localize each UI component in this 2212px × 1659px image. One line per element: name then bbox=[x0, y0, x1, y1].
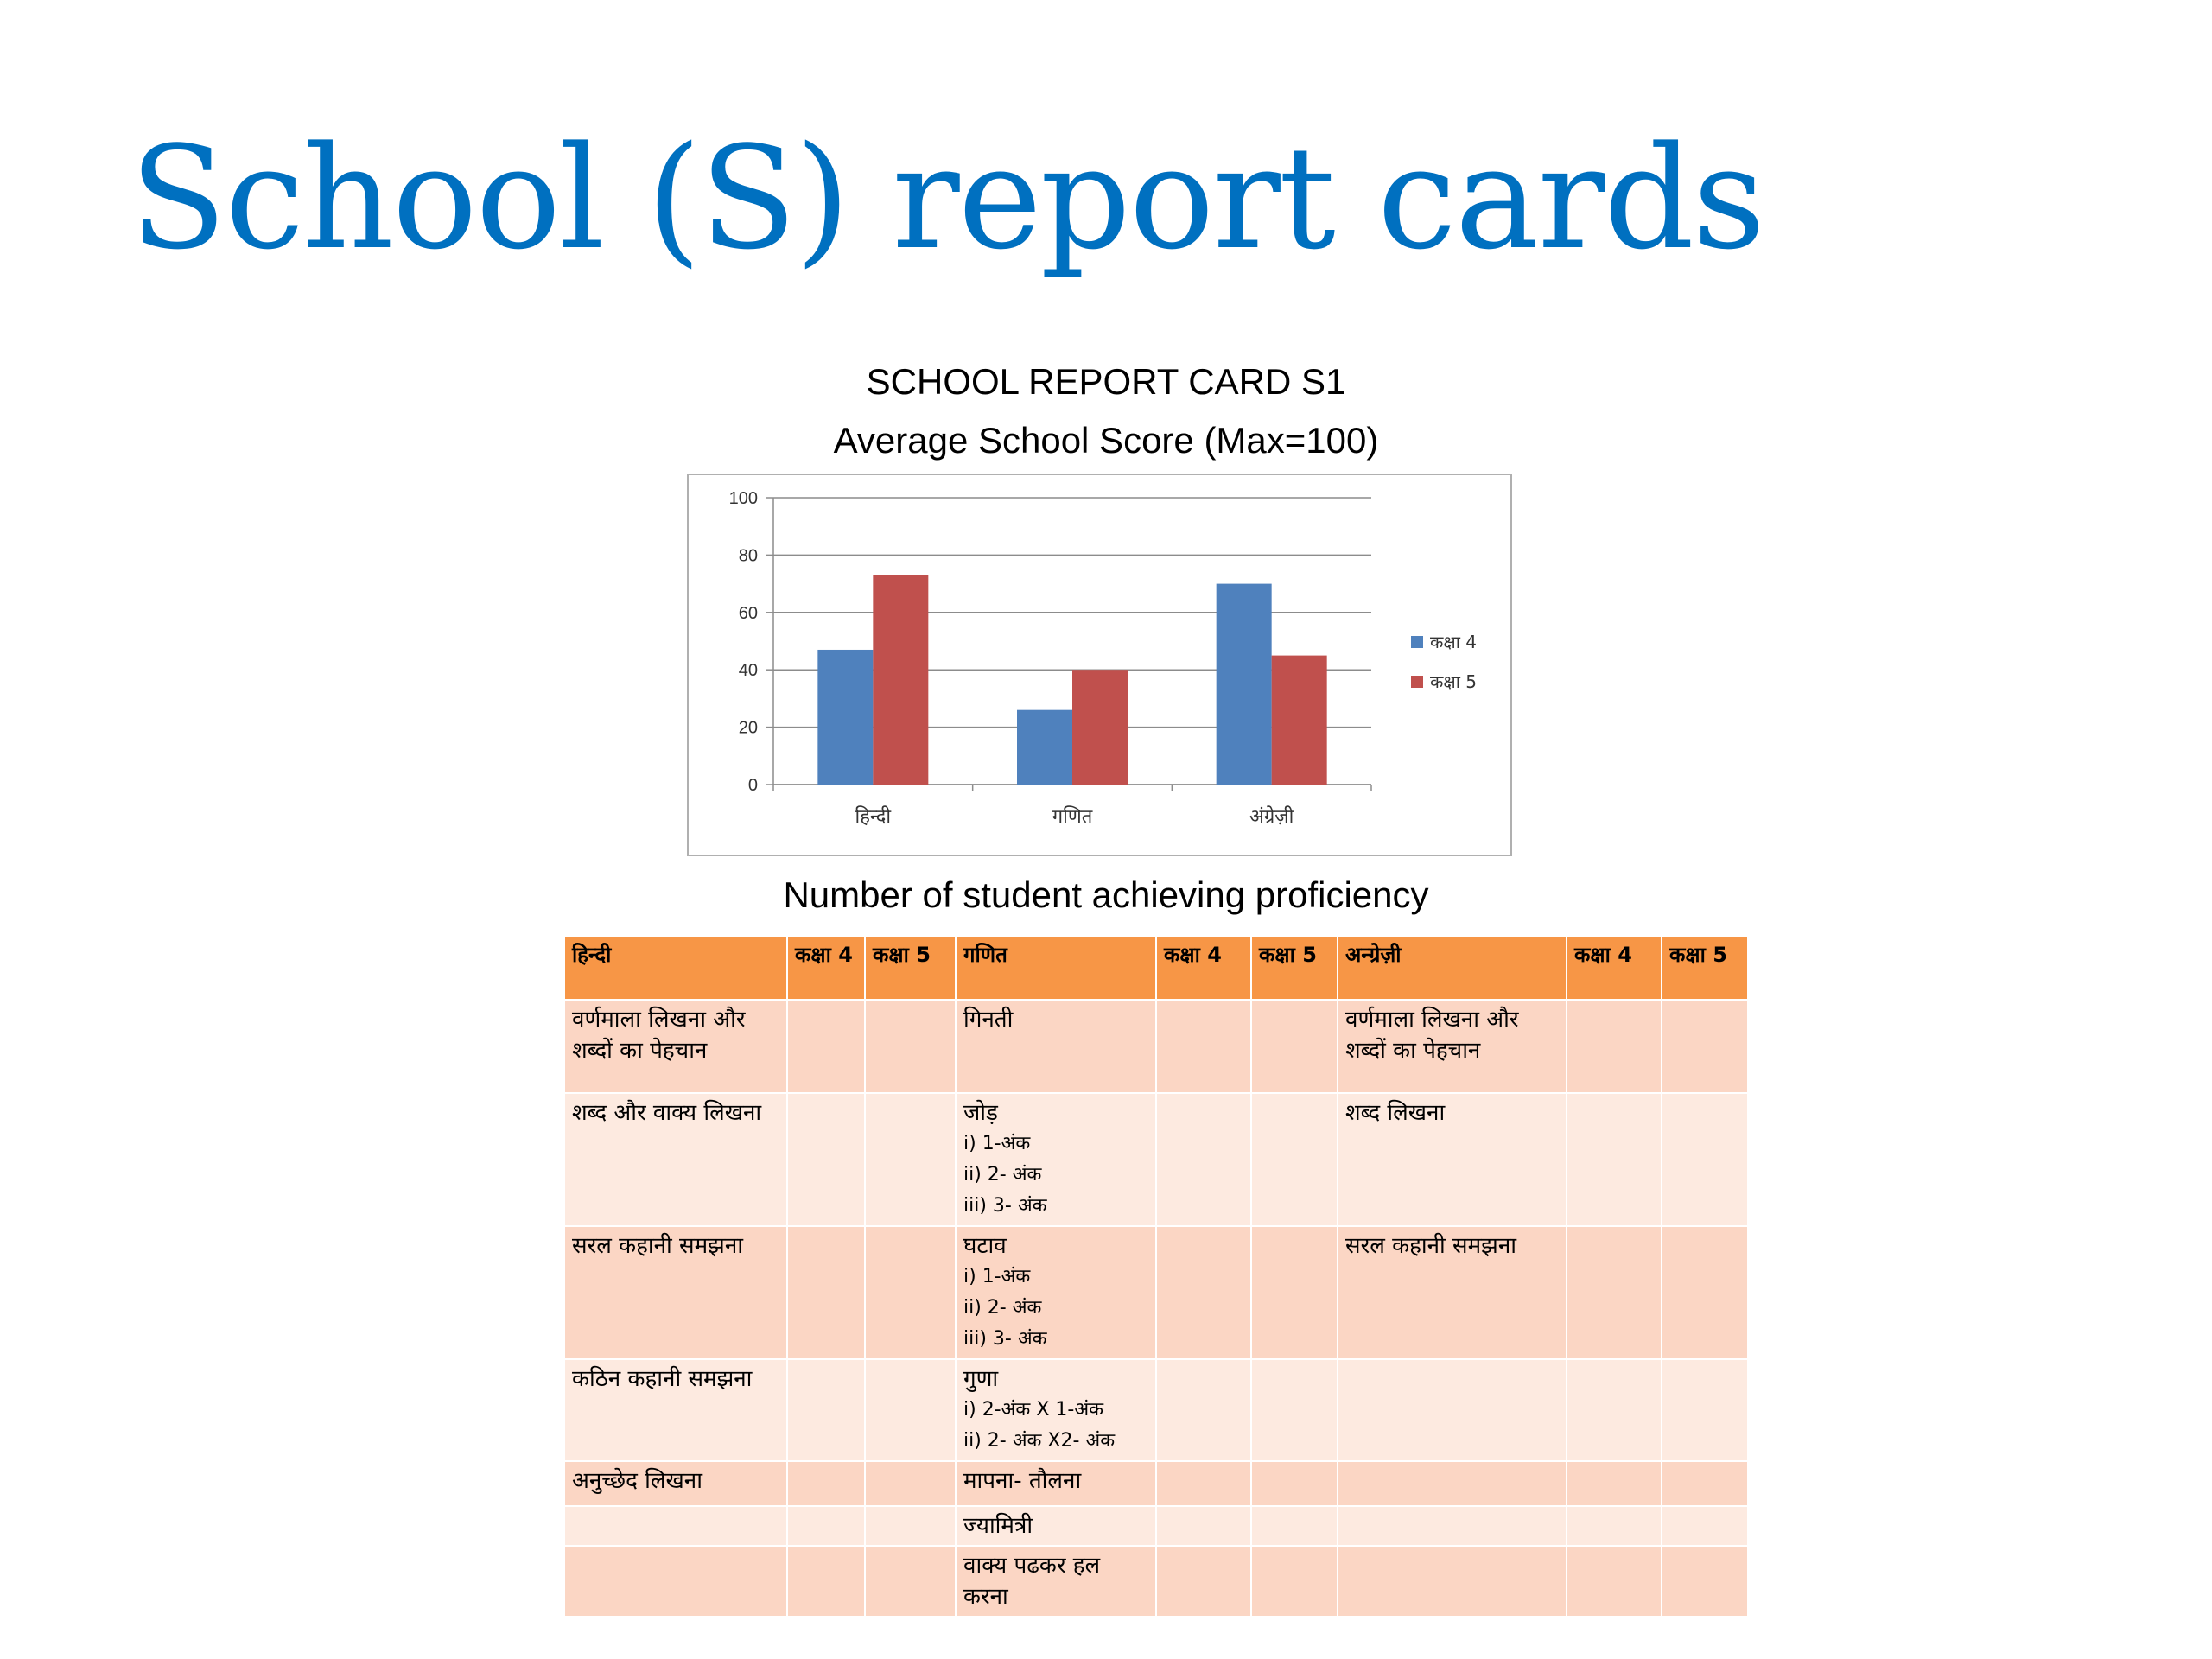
score-cell bbox=[1156, 1359, 1251, 1461]
cell-text: वर्णमाला लिखना और शब्दों का पेहचान bbox=[1345, 1007, 1519, 1064]
score-cell bbox=[1567, 1359, 1662, 1461]
bar bbox=[1217, 584, 1272, 785]
legend-swatch bbox=[1411, 636, 1423, 648]
score-cell bbox=[1156, 1226, 1251, 1359]
score-cell bbox=[1567, 1000, 1662, 1093]
slide-title: School (S) report cards bbox=[130, 116, 1764, 281]
cell-subitem: ii) 2- अंक bbox=[963, 1297, 1042, 1319]
english-skill-cell bbox=[1338, 1461, 1567, 1506]
cell-subitem: i) 1-अंक bbox=[963, 1266, 1031, 1287]
bar bbox=[873, 575, 928, 785]
table-row bbox=[564, 1000, 1748, 1093]
y-tick-label: 0 bbox=[747, 776, 758, 795]
legend-label: कक्षा 5 bbox=[1430, 671, 1477, 692]
math-skill-cell bbox=[956, 1461, 1156, 1506]
x-tick-label: अंग्रेज़ी bbox=[1249, 806, 1294, 828]
score-cell bbox=[1251, 1000, 1338, 1093]
math-skill-cell bbox=[956, 1093, 1156, 1226]
score-cell bbox=[1662, 1093, 1748, 1226]
table-title: Number of student achieving proficiency bbox=[783, 874, 1429, 915]
table-row bbox=[564, 1546, 1748, 1617]
cell-text: शब्द लिखना bbox=[1345, 1100, 1446, 1126]
header-cell: कक्षा 4 bbox=[787, 936, 865, 1000]
header-cell: कक्षा 4 bbox=[1156, 936, 1251, 1000]
score-cell bbox=[1567, 1506, 1662, 1546]
score-cell bbox=[865, 1546, 956, 1617]
english-skill-cell bbox=[1338, 1506, 1567, 1546]
chart-title: SCHOOL REPORT CARD S1 bbox=[866, 361, 1346, 402]
proficiency-table bbox=[563, 935, 1749, 1618]
y-tick-label: 20 bbox=[738, 718, 758, 738]
score-cell bbox=[787, 1000, 865, 1093]
math-skill-cell bbox=[956, 1359, 1156, 1461]
header-cell: कक्षा 4 bbox=[1567, 936, 1662, 1000]
cell-text: घटाव bbox=[963, 1233, 1007, 1259]
chart-frame bbox=[687, 474, 1512, 856]
cell-text: सरल कहानी समझना bbox=[1345, 1233, 1516, 1259]
header-cell: हिन्दी bbox=[564, 936, 787, 1000]
cell-subitem: i) 2-अंक X 1-अंक bbox=[963, 1399, 1104, 1421]
hindi-skill-cell bbox=[564, 1359, 787, 1461]
score-cell bbox=[1567, 1226, 1662, 1359]
score-cell bbox=[1567, 1461, 1662, 1506]
y-tick-label: 60 bbox=[738, 603, 758, 623]
cell-subitem: ii) 2- अंक bbox=[963, 1164, 1042, 1185]
score-cell bbox=[1156, 1506, 1251, 1546]
x-tick-label: हिन्दी bbox=[855, 806, 892, 828]
cell-subitem: ii) 2- अंक X2- अंक bbox=[963, 1430, 1116, 1452]
chart-subtitle: Average School Score (Max=100) bbox=[833, 420, 1379, 461]
hindi-skill-cell bbox=[564, 1506, 787, 1546]
cell-text: वाक्य पढकर हल करना bbox=[963, 1553, 1101, 1610]
header-cell: अन्ग्रेज़ी bbox=[1338, 936, 1567, 1000]
bar bbox=[1072, 670, 1128, 785]
table-row bbox=[564, 1093, 1748, 1226]
bar-chart bbox=[689, 475, 1510, 855]
math-skill-cell bbox=[956, 1000, 1156, 1093]
cell-text: कठिन कहानी समझना bbox=[572, 1366, 753, 1392]
table-header-row bbox=[564, 936, 1748, 1000]
legend-label: कक्षा 4 bbox=[1430, 632, 1477, 652]
header-cell: कक्षा 5 bbox=[865, 936, 956, 1000]
hindi-skill-cell bbox=[564, 1461, 787, 1506]
english-skill-cell bbox=[1338, 1000, 1567, 1093]
score-cell bbox=[865, 1000, 956, 1093]
cell-text: मापना- तौलना bbox=[963, 1468, 1082, 1494]
math-skill-cell bbox=[956, 1506, 1156, 1546]
header-cell: कक्षा 5 bbox=[1251, 936, 1338, 1000]
score-cell bbox=[1662, 1506, 1748, 1546]
score-cell bbox=[1251, 1226, 1338, 1359]
x-tick-label: गणित bbox=[1052, 806, 1093, 828]
bar bbox=[1272, 656, 1327, 785]
english-skill-cell bbox=[1338, 1359, 1567, 1461]
score-cell bbox=[1251, 1093, 1338, 1226]
y-tick-label: 80 bbox=[738, 546, 758, 566]
score-cell bbox=[1567, 1546, 1662, 1617]
score-cell bbox=[1662, 1359, 1748, 1461]
english-skill-cell bbox=[1338, 1546, 1567, 1617]
score-cell bbox=[787, 1546, 865, 1617]
score-cell bbox=[1156, 1546, 1251, 1617]
legend-swatch bbox=[1411, 676, 1423, 688]
hindi-skill-cell bbox=[564, 1000, 787, 1093]
score-cell bbox=[1662, 1000, 1748, 1093]
y-tick-label: 100 bbox=[728, 489, 758, 508]
cell-text: शब्द और वाक्य लिखना bbox=[572, 1100, 762, 1126]
hindi-skill-cell bbox=[564, 1093, 787, 1226]
score-cell bbox=[1662, 1546, 1748, 1617]
score-cell bbox=[1156, 1000, 1251, 1093]
english-skill-cell bbox=[1338, 1226, 1567, 1359]
cell-text: अनुच्छेद लिखना bbox=[572, 1468, 702, 1494]
score-cell bbox=[787, 1093, 865, 1226]
math-skill-cell bbox=[956, 1226, 1156, 1359]
cell-text: जोड़ bbox=[963, 1100, 998, 1126]
math-skill-cell bbox=[956, 1546, 1156, 1617]
table-row bbox=[564, 1359, 1748, 1461]
cell-subitem: iii) 3- अंक bbox=[963, 1195, 1047, 1217]
score-cell bbox=[865, 1093, 956, 1226]
hindi-skill-cell bbox=[564, 1226, 787, 1359]
table-row bbox=[564, 1226, 1748, 1359]
cell-text: सरल कहानी समझना bbox=[572, 1233, 743, 1259]
cell-subitem: iii) 3- अंक bbox=[963, 1328, 1047, 1350]
score-cell bbox=[1156, 1461, 1251, 1506]
hindi-skill-cell bbox=[564, 1546, 787, 1617]
header-cell: गणित bbox=[956, 936, 1156, 1000]
score-cell bbox=[865, 1506, 956, 1546]
cell-text: गिनती bbox=[963, 1007, 1014, 1033]
score-cell bbox=[1567, 1093, 1662, 1226]
score-cell bbox=[787, 1226, 865, 1359]
score-cell bbox=[1251, 1546, 1338, 1617]
english-skill-cell bbox=[1338, 1093, 1567, 1226]
score-cell bbox=[865, 1461, 956, 1506]
score-cell bbox=[865, 1226, 956, 1359]
cell-text: वर्णमाला लिखना और शब्दों का पेहचान bbox=[572, 1007, 746, 1064]
score-cell bbox=[787, 1461, 865, 1506]
score-cell bbox=[1251, 1359, 1338, 1461]
cell-text: गुणा bbox=[963, 1366, 999, 1392]
cell-subitem: i) 1-अंक bbox=[963, 1133, 1031, 1154]
bar bbox=[817, 650, 873, 785]
header-cell: कक्षा 5 bbox=[1662, 936, 1748, 1000]
score-cell bbox=[1662, 1461, 1748, 1506]
score-cell bbox=[1662, 1226, 1748, 1359]
bar bbox=[1017, 710, 1072, 785]
score-cell bbox=[787, 1506, 865, 1546]
score-cell bbox=[1251, 1461, 1338, 1506]
score-cell bbox=[1156, 1093, 1251, 1226]
table-row bbox=[564, 1461, 1748, 1506]
table-row bbox=[564, 1506, 1748, 1546]
cell-text: ज्यामित्री bbox=[963, 1513, 1033, 1539]
y-tick-label: 40 bbox=[738, 661, 758, 681]
score-cell bbox=[1251, 1506, 1338, 1546]
score-cell bbox=[865, 1359, 956, 1461]
score-cell bbox=[787, 1359, 865, 1461]
